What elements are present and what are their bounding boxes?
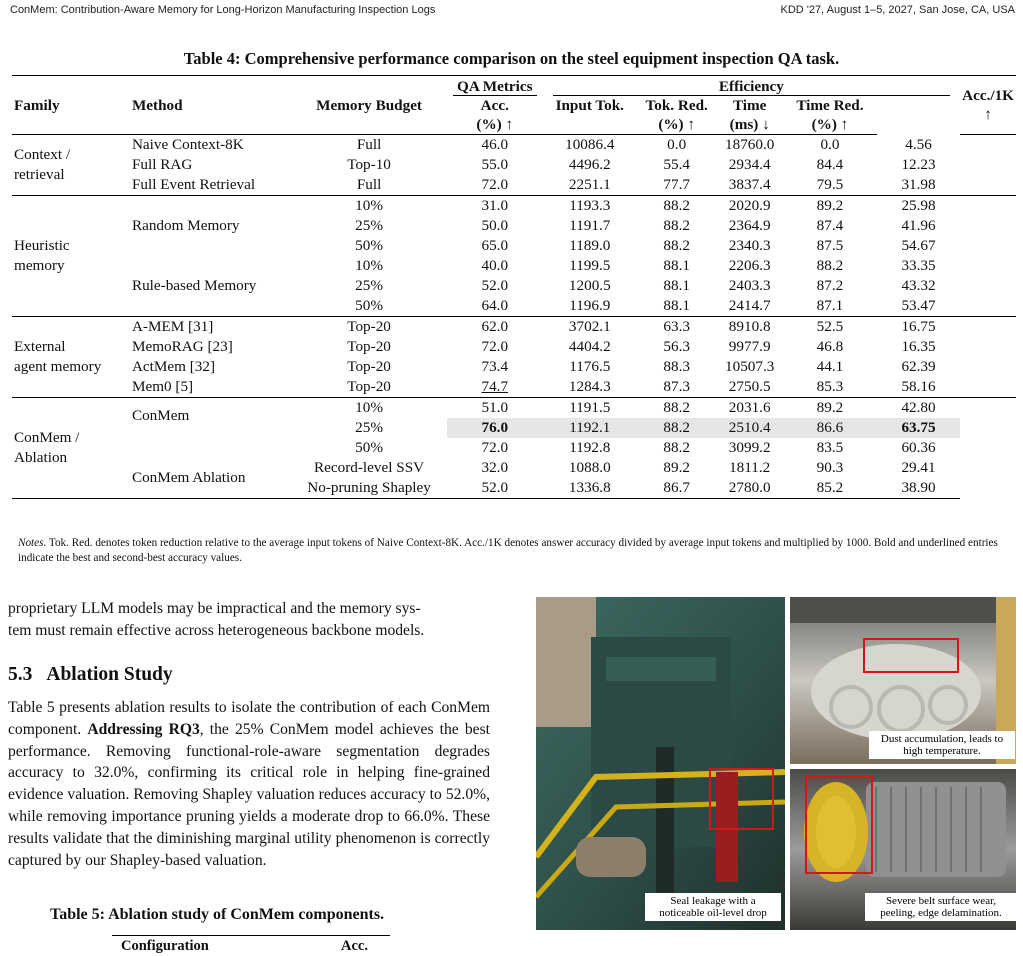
table-row: [12, 377, 1016, 398]
cell-input: 1196.9: [569, 297, 611, 314]
cell-acck: 29.41: [901, 459, 936, 476]
cell-acck: 25.98: [877, 196, 960, 217]
table-row: [12, 256, 1016, 276]
cell-input: 1191.5: [543, 398, 637, 419]
cell-acc: 62.0: [447, 317, 543, 338]
col-group-qa: QA Metrics: [447, 76, 543, 97]
cell-tokred: 88.2: [637, 418, 717, 438]
table5-top-rule: [112, 935, 390, 936]
cell-method: Full RAG: [131, 156, 193, 173]
family-conmem: ConMem / Ablation: [12, 398, 130, 499]
cell-acc: 72.0: [481, 338, 509, 355]
cell-tokred: 88.1: [663, 257, 690, 274]
cell-acc: 31.0: [447, 196, 543, 217]
cell-tokred: 0.0: [667, 136, 687, 153]
cell-time: 2020.9: [716, 196, 783, 217]
cell-input: 1336.8: [543, 478, 637, 499]
cell-time: 2934.4: [728, 156, 771, 173]
cell-acck: 41.96: [901, 217, 936, 234]
cell-timered: 87.1: [816, 297, 844, 314]
cell-method: Random Memory: [130, 196, 291, 257]
cell-acck: 60.36: [901, 439, 936, 456]
label-belt-wear: Severe belt surface wear, peeling, edge delamination.: [865, 893, 1017, 921]
table-row: [12, 175, 1016, 196]
inspection-photos: [536, 597, 1016, 930]
cell-input: 1192.8: [569, 439, 611, 456]
cell-input: 2251.1: [568, 176, 611, 193]
cell-timered: 85.2: [783, 478, 877, 499]
cell-tokred: 88.1: [663, 297, 690, 314]
cell-input: 4404.2: [568, 338, 611, 355]
cell-acck: 53.47: [901, 297, 936, 314]
cell-method: MemoRAG [23]: [131, 338, 233, 355]
cell-budget: Top-20: [347, 338, 391, 355]
table-row: [12, 317, 1016, 338]
cell-timered: 83.5: [816, 439, 844, 456]
cell-budget: 50%: [355, 297, 383, 314]
cell-acc: 52.0: [447, 478, 543, 499]
cell-budget: Top-20: [347, 358, 391, 375]
cell-budget: 10%: [291, 196, 447, 217]
cell-input: 1199.5: [569, 257, 611, 274]
cell-tokred: 88.3: [663, 358, 690, 375]
photo-seal-leakage: [536, 597, 785, 930]
cell-tokred: 55.4: [663, 156, 690, 173]
cell-input: 1200.5: [568, 277, 611, 294]
family-external: External agent memory: [12, 317, 130, 398]
cell-tokred: 63.3: [637, 317, 717, 338]
cell-tokred: 89.2: [663, 459, 690, 476]
label-seal-leakage: Seal leakage with a noticeable oil-level drop: [645, 893, 781, 921]
cell-acck-best: 63.75: [877, 418, 960, 438]
inspection-figure: [536, 597, 1016, 935]
cell-acck: 62.39: [901, 358, 936, 375]
cell-acc: 32.0: [481, 459, 509, 476]
table5-col-acc: Acc.: [341, 938, 368, 954]
col-acc-per-1k: Acc./1K ↑: [960, 76, 1016, 135]
family-heuristic: Heuristic memory: [12, 196, 130, 317]
cell-tokred: 56.3: [663, 338, 690, 355]
cell-tokred: 88.2: [663, 237, 690, 254]
family-context: Context / retrieval: [14, 146, 71, 183]
table-row: [12, 458, 1016, 478]
cell-time: 2364.9: [728, 217, 771, 234]
cell-timered: 85.3: [816, 378, 844, 395]
cell-time: 2031.6: [716, 398, 783, 419]
cell-time: 9977.9: [728, 338, 771, 355]
cell-acc: 52.0: [481, 277, 509, 294]
cell-method: ConMem Ablation: [130, 458, 291, 499]
cell-time: 3837.4: [728, 176, 771, 193]
cell-input: 1191.7: [569, 217, 611, 234]
cell-time: 2510.4: [716, 418, 783, 438]
cell-tokred: 88.1: [663, 277, 690, 294]
cell-acc: 65.0: [481, 237, 509, 254]
cell-time: 2780.0: [716, 478, 783, 499]
cell-time: 10507.3: [725, 358, 775, 375]
col-time-red: Time Red. (%) ↑: [783, 96, 877, 135]
cell-budget: Top-20: [291, 317, 447, 338]
cell-time: 1811.2: [729, 459, 771, 476]
cell-time: 2206.3: [728, 257, 771, 274]
cell-input: 1192.1: [543, 418, 637, 438]
cell-budget: Full: [356, 176, 382, 193]
col-time: Time (ms) ↓: [716, 96, 783, 135]
cell-input: 1284.3: [568, 378, 611, 395]
cell-acc: 72.0: [481, 439, 509, 456]
paragraph-continued: proprietary LLM models may be impractical and the memory sys- tem must remain effective across heterogeneous backbone models.: [8, 600, 425, 639]
table5-caption: Table 5: Ablation study of ConMem components.: [50, 906, 385, 923]
cell-budget: Full: [356, 136, 382, 153]
cell-budget: Top-10: [347, 156, 391, 173]
cell-timered: 79.5: [816, 176, 844, 193]
cell-input: 1176.5: [569, 358, 611, 375]
table-row: [12, 398, 1016, 419]
cell-budget: 25%: [355, 217, 383, 234]
cell-acc: 73.4: [481, 358, 509, 375]
cell-tokred: 88.2: [637, 398, 717, 419]
col-tok-red: Tok. Red. (%) ↑: [637, 96, 717, 135]
cell-time: 18760.0: [725, 136, 775, 153]
table4-caption: Table 4: Comprehensive performance comparison on the steel equipment inspection QA task.: [183, 49, 840, 68]
cell-timered: 87.4: [816, 217, 844, 234]
cell-tokred: 88.2: [663, 217, 690, 234]
cell-method: Naive Context-8K: [131, 136, 244, 153]
running-header-venue: KDD '27, August 1–5, 2027, San Jose, CA, USA: [780, 4, 1015, 16]
cell-acck: 33.35: [901, 257, 936, 274]
cell-tokred: 88.2: [663, 439, 690, 456]
cell-acck: 42.80: [877, 398, 960, 419]
cell-method: Rule-based Memory: [131, 277, 257, 294]
cell-time: 3099.2: [728, 439, 771, 456]
col-family: Family: [12, 76, 130, 135]
table4-header-row-1: [12, 76, 1016, 97]
cell-time: 2414.7: [728, 297, 771, 314]
cell-acc: 50.0: [481, 217, 509, 234]
cell-input: 1189.0: [569, 237, 611, 254]
cell-acck: 4.56: [905, 135, 932, 153]
cell-acc: 40.0: [481, 257, 509, 274]
cell-budget: Top-20: [347, 378, 391, 395]
cell-input: 3702.1: [543, 317, 637, 338]
cell-tokred: 77.7: [663, 176, 690, 193]
cell-time: 2340.3: [728, 237, 771, 254]
cell-budget: Record-level SSV: [314, 459, 425, 476]
cell-budget: 25%: [355, 277, 383, 294]
cell-time: 8910.8: [716, 317, 783, 338]
col-budget: Memory Budget: [291, 76, 447, 135]
cell-timered: 89.2: [783, 398, 877, 419]
cell-acck: 16.35: [901, 338, 936, 355]
cell-timered: 0.0: [820, 136, 840, 153]
cell-method: ConMem: [130, 398, 291, 459]
table4: [12, 75, 1016, 499]
cell-timered: 46.8: [816, 338, 844, 355]
cell-acc: 55.0: [481, 156, 509, 173]
table-row: [12, 357, 1016, 377]
section-heading: 5.3 Ablation Study: [8, 664, 173, 685]
cell-method: Mem0 [5]: [131, 378, 194, 395]
cell-method: Full Event Retrieval: [131, 176, 256, 193]
cell-budget: 50%: [355, 237, 383, 254]
col-acc: Acc. (%) ↑: [447, 96, 543, 135]
cell-acck: 16.75: [877, 317, 960, 338]
cell-timered: 86.6: [783, 418, 877, 438]
cell-acc: 64.0: [481, 297, 509, 314]
cell-time: 2750.5: [728, 378, 771, 395]
cell-timered: 44.1: [816, 358, 844, 375]
cell-input: 1193.3: [543, 196, 637, 217]
cell-acck: 54.67: [901, 237, 936, 254]
cell-timered: 90.3: [816, 459, 844, 476]
cell-tokred: 87.3: [663, 378, 690, 395]
cell-tokred: 86.7: [637, 478, 717, 499]
cell-budget: 10%: [291, 398, 447, 419]
col-input-tok: Input Tok.: [543, 96, 637, 135]
ablation-paragraph: Table 5 presents ablation results to isolate the contribution of each ConMem component. Addressing RQ3, the 25% ConMem model achieves the best performance. Removing functional-role-aware segmentation degrades accuracy to 32.0%, confirming its critical role in helping fine-grained evidence valuation. Removing Shapley valuation reduces accuracy to 52.0%, while removing importance pruning yields a moderate drop to 66.0%. These results validate that the diminishing marginal utility phenomenon is correctly captured by our Shapley-based valuation.: [8, 699, 490, 869]
cell-timered: 87.2: [816, 277, 844, 294]
cell-timered: 89.2: [783, 196, 877, 217]
cell-budget: 10%: [355, 257, 383, 274]
cell-budget: 50%: [355, 439, 383, 456]
cell-acc-best: 76.0: [447, 418, 543, 438]
cell-budget: 25%: [355, 419, 383, 436]
cell-input: 4496.2: [568, 156, 611, 173]
cell-time: 2403.3: [728, 277, 771, 294]
cell-timered: 88.2: [816, 257, 844, 274]
table-row: [12, 155, 1016, 175]
cell-timered: 84.4: [816, 156, 844, 173]
cell-acc: 72.0: [481, 176, 509, 193]
cell-acck: 58.16: [901, 378, 936, 395]
cell-method: ActMem [32]: [131, 358, 216, 375]
cell-method: A-MEM [31]: [130, 317, 291, 338]
table-row: [12, 196, 1016, 217]
running-header-title: ConMem: Contribution-Aware Memory for Long-Horizon Manufacturing Inspection Logs: [10, 4, 436, 16]
cell-timered: 87.5: [816, 237, 844, 254]
cell-acc-second-best: 74.7: [481, 378, 509, 395]
table4-notes: Notes. Tok. Red. denotes token reduction relative to the average input tokens of Naive Context-8K. Acc./1K denotes answer accuracy divided by average input tokens and multiplied by 1000. Bold and underlined entries indicate the best and second-best accuracy values.: [18, 537, 998, 564]
cell-timered: 52.5: [783, 317, 877, 338]
table-row: [12, 135, 1016, 156]
cell-acc: 46.0: [481, 136, 509, 153]
col-group-efficiency: Efficiency: [543, 76, 960, 97]
cell-input: 10086.4: [565, 136, 615, 153]
cell-input: 1088.0: [568, 459, 611, 476]
cell-acc: 51.0: [447, 398, 543, 419]
table-row: [12, 337, 1016, 357]
cell-acck: 43.32: [901, 277, 936, 294]
cell-budget: No-pruning Shapley: [291, 478, 447, 499]
cell-acck: 31.98: [901, 176, 936, 193]
col-method: Method: [130, 76, 291, 135]
table5-col-configuration: Configuration: [121, 938, 209, 954]
label-dust: Dust accumulation, leads to high temperature.: [869, 731, 1015, 759]
cell-acck: 12.23: [901, 156, 936, 173]
cell-acck: 38.90: [877, 478, 960, 499]
cell-tokred: 88.2: [637, 196, 717, 217]
